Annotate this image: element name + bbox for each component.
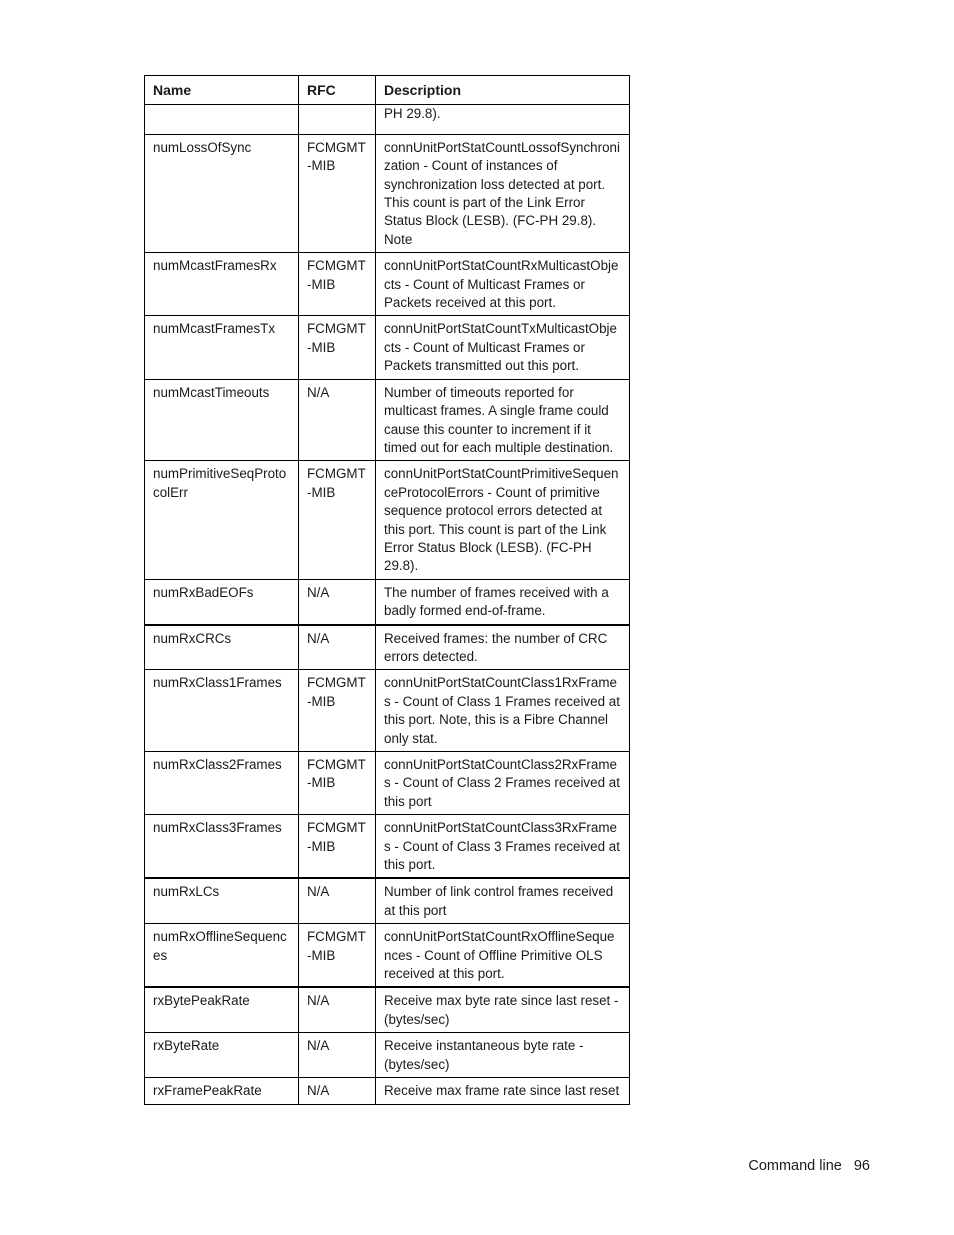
cell-rfc: N/A [299,579,376,624]
cell-name: numRxClass1Frames [145,670,299,752]
cell-name: rxFramePeakRate [145,1078,299,1104]
cell-rfc: N/A [299,1078,376,1104]
cell-name: numPrimitiveSeqProtocolErr [145,461,299,579]
cell-rfc: FCMGMT -MIB [299,134,376,252]
cell-rfc: FCMGMT -MIB [299,815,376,879]
cell-name: numRxCRCs [145,625,299,670]
table-row [145,1033,630,1078]
table-row [145,625,630,670]
table-row [145,379,630,461]
cell-description: connUnitPortStatCountRxOfflineSequences - Count of Offline Primitive OLS received at this port. [376,924,630,988]
cell-name: numRxOfflineSequences [145,924,299,988]
cell-description: connUnitPortStatCountClass1RxFrames - Count of Class 1 Frames received at this port. Note, this is a Fibre Channel only stat. [376,670,630,752]
cell-name: numRxBadEOFs [145,579,299,624]
cell-description: Number of link control frames received at this port [376,878,630,923]
cell-name: numRxClass3Frames [145,815,299,879]
table-row [145,924,630,988]
header-description: Description [376,76,630,105]
cell-name: numMcastFramesTx [145,316,299,379]
page-footer [748,1158,870,1174]
cell-name: numRxLCs [145,878,299,923]
cell-description: The number of frames received with a badly formed end-of-frame. [376,579,630,624]
cell-description: Receive instantaneous byte rate - (bytes/sec) [376,1033,630,1078]
cell-rfc: N/A [299,379,376,461]
cell-name: numLossOfSync [145,134,299,252]
parameter-table [144,75,630,1105]
cell-description: connUnitPortStatCountClass3RxFrames - Count of Class 3 Frames received at this port. [376,815,630,879]
table-row [145,105,630,134]
cell-description: Received frames: the number of CRC errors detected. [376,625,630,670]
cell-description: connUnitPortStatCountLossofSynchronization - Count of instances of synchronization loss detected at port. This count is part of the Link Error Status Block (LESB). (FC-PH 29.8). Note [376,134,630,252]
cell-name: rxByteRate [145,1033,299,1078]
table-header-row [145,76,630,105]
cell-rfc: N/A [299,987,376,1032]
table-row [145,316,630,379]
table-row [145,253,630,316]
cell-description: connUnitPortStatCountClass2RxFrames - Count of Class 2 Frames received at this port [376,752,630,815]
table-row [145,987,630,1032]
cell-description: Receive max frame rate since last reset [376,1078,630,1104]
header-rfc: RFC [299,76,376,105]
cell-description: connUnitPortStatCountTxMulticastObjects - Count of Multicast Frames or Packets transmitted out this port. [376,316,630,379]
cell-description: connUnitPortStatCountRxMulticastObjects - Count of Multicast Frames or Packets received at this port. [376,253,630,316]
cell-rfc: FCMGMT -MIB [299,461,376,579]
cell-name: rxBytePeakRate [145,987,299,1032]
table-row [145,670,630,752]
table-row [145,1078,630,1104]
table-row [145,815,630,879]
cell-name: numMcastFramesRx [145,253,299,316]
cell-description: PH 29.8). [376,105,630,134]
table-row [145,752,630,815]
cell-name: numRxClass2Frames [145,752,299,815]
cell-rfc: FCMGMT -MIB [299,670,376,752]
cell-rfc [299,105,376,134]
cell-name [145,105,299,134]
cell-rfc: FCMGMT -MIB [299,316,376,379]
table-row [145,461,630,579]
footer-section-title: Command line [748,1158,842,1174]
table-row [145,878,630,923]
header-name: Name [145,76,299,105]
cell-rfc: N/A [299,625,376,670]
cell-rfc: FCMGMT -MIB [299,752,376,815]
cell-rfc: N/A [299,878,376,923]
cell-rfc: N/A [299,1033,376,1078]
cell-rfc: FCMGMT -MIB [299,253,376,316]
cell-name: numMcastTimeouts [145,379,299,461]
cell-description: connUnitPortStatCountPrimitiveSequenceProtocolErrors - Count of primitive sequence protocol errors detected at this port. This count is part of the Link Error Status Block (LESB). (FC-PH 29.8). [376,461,630,579]
table-row [145,579,630,624]
cell-description: Number of timeouts reported for multicast frames. A single frame could cause this counter to increment if it timed out for each multiple destination. [376,379,630,461]
cell-rfc: FCMGMT -MIB [299,924,376,988]
cell-description: Receive max byte rate since last reset - (bytes/sec) [376,987,630,1032]
page-number: 96 [853,1158,870,1174]
table-row [145,134,630,252]
